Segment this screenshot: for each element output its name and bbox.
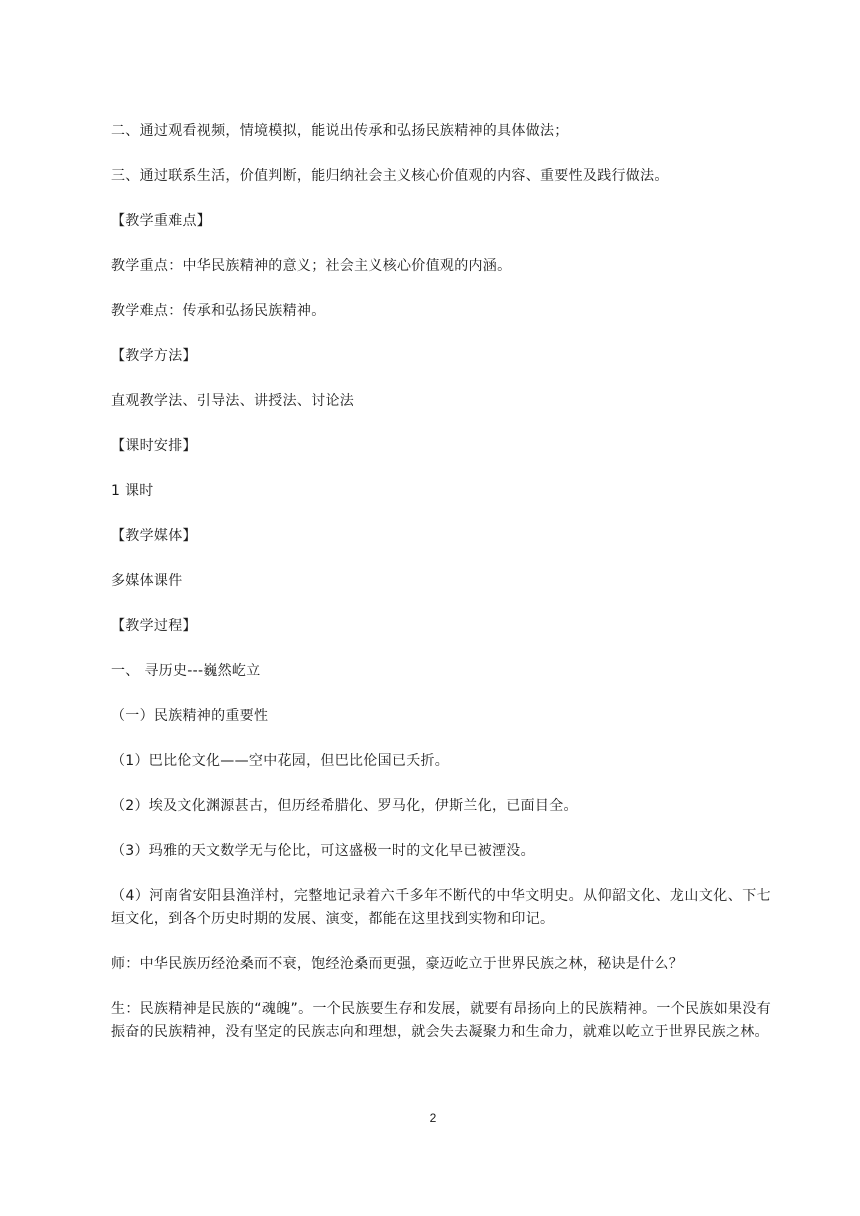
subsection-title: （一）民族精神的重要性 xyxy=(111,708,269,724)
list-item: （4）河南省安阳县渔洋村，完整地记录着六千多年不断代的中华文明史。从仰韶文化、龙山文化、下七垣文化，到各个历史时期的发展、演变，都能在这里找到实物和印记。 xyxy=(111,888,771,927)
list-item: （3）玛雅的天文数学无与伦比，可这盛极一时的文化早已被湮没。 xyxy=(111,843,535,859)
student-answer: 生：民族精神是民族的“魂魄”。一个民族要生存和发展，就要有昂扬向上的民族精神。一个民族如果没有振奋的民族精神，没有坚定的民族志向和理想，就会失去凝聚力和生命力，就难以屹立于世界民族之林。 xyxy=(111,1001,771,1040)
document-body xyxy=(111,120,771,1066)
list-item: （1）巴比伦文化——空中花园，但巴比伦国已夭折。 xyxy=(111,753,450,769)
teaching-difficulty: 教学难点：传承和弘扬民族精神。 xyxy=(111,303,326,319)
section-heading-process: 【教学过程】 xyxy=(111,618,197,634)
teaching-methods: 直观教学法、引导法、讲授法、讨论法 xyxy=(111,393,355,409)
teaching-focus: 教学重点：中华民族精神的意义；社会主义核心价值观的内涵。 xyxy=(111,258,512,274)
teaching-media: 多媒体课件 xyxy=(111,573,183,589)
objective-two: 二、通过观看视频，情境模拟，能说出传承和弘扬民族精神的具体做法； xyxy=(111,123,569,139)
section-heading-methods: 【教学方法】 xyxy=(111,348,197,364)
class-hours: 1 课时 xyxy=(111,483,154,499)
section-heading-media: 【教学媒体】 xyxy=(111,528,197,544)
process-part-one-title: 一、 寻历史---巍然屹立 xyxy=(111,663,261,679)
section-heading-schedule: 【课时安排】 xyxy=(111,438,197,454)
list-item: （2）埃及文化渊源甚古，但历经希腊化、罗马化，伊斯兰化，已面目全。 xyxy=(111,798,578,814)
page-number: 2 xyxy=(429,1111,437,1125)
section-heading-key-points: 【教学重难点】 xyxy=(111,213,212,229)
objective-three: 三、通过联系生活，价值判断，能归纳社会主义核心价值观的内容、重要性及践行做法。 xyxy=(111,168,669,184)
teacher-question: 师：中华民族历经沧桑而不衰，饱经沧桑而更强，豪迈屹立于世界民族之林，秘诀是什么？ xyxy=(111,956,683,972)
